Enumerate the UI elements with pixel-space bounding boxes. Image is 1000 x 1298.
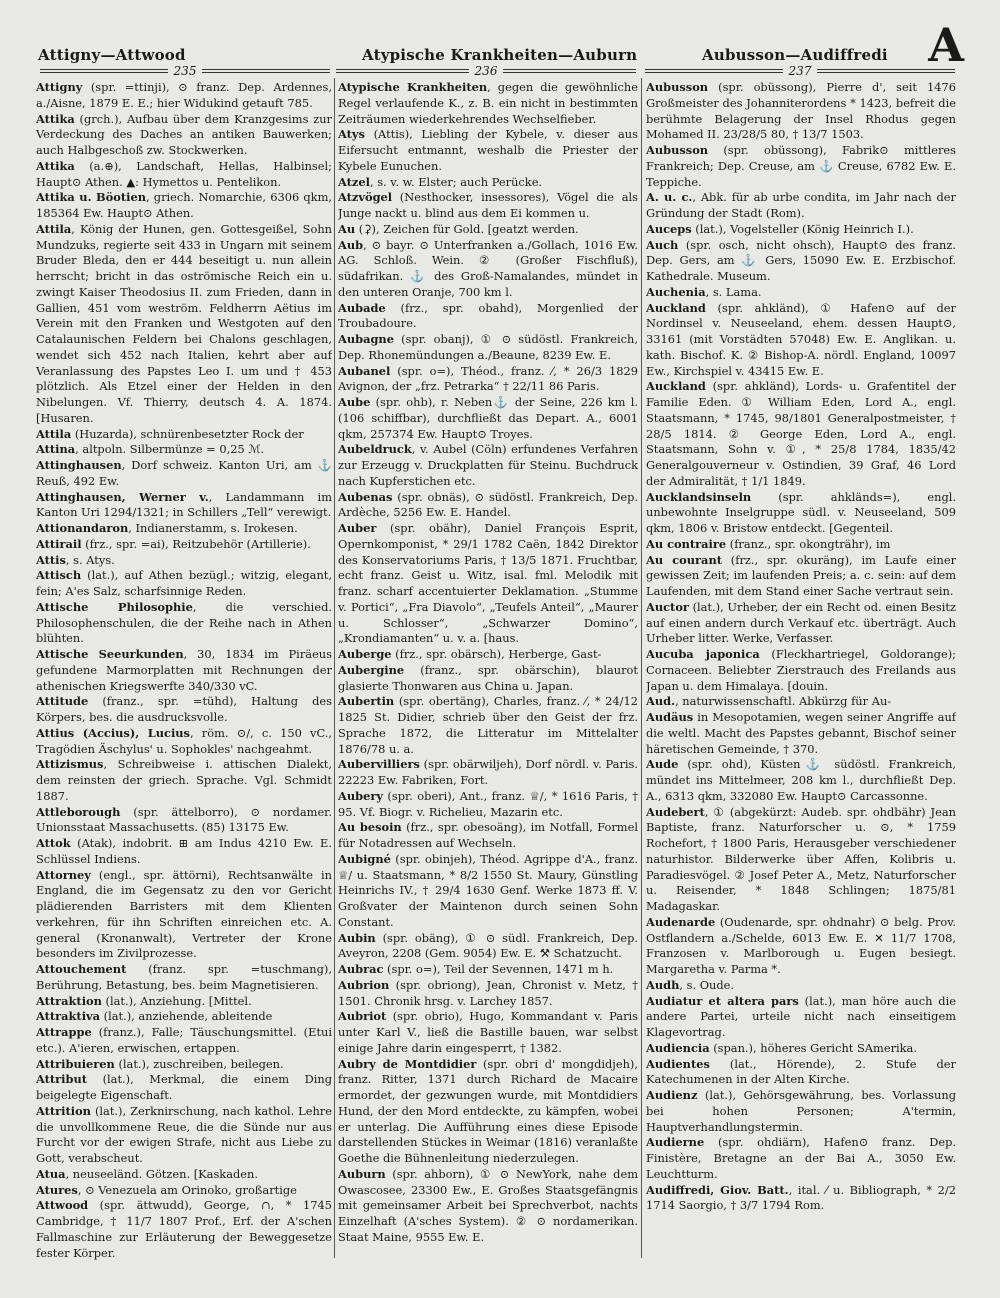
- entry-headword: Atua: [36, 1166, 66, 1181]
- entry-headword: Audiatur et altera pars: [646, 993, 799, 1008]
- page-number: 235: [173, 64, 197, 78]
- dictionary-entry: [646, 994, 956, 1041]
- dictionary-entry: [36, 1198, 332, 1260]
- entry-definition: (Atak), indobrit. ⊞ am Indus 4210 Ew. E. Schlüssel Indiens.: [36, 836, 332, 866]
- entry-headword: Atzel: [338, 174, 370, 189]
- dictionary-entry: [338, 190, 638, 222]
- entry-definition: (spr. obinjeh), Théod. Agrippe d'A., franz. ♕/ u. Staatsmann, * 8/2 1550 St. Maury, Günstling Heinrichs IV., † 29/4 1630 Genf. Werke 1873 ff. V. Großvater der Maintenon durch seinen Sohn Constant.: [338, 851, 638, 929]
- entry-headword: Au: [338, 221, 356, 236]
- entry-definition: , König der Hunen, gen. Gottesgeißel, Sohn Mundzuks, regierte seit 433 in Ungarn mit seinem Bruder Bleda, den er 444 beseitigt u. nun allein herrscht; bricht in das oströmische Reich ein u. zwingt Kaiser Theodosius II. zum Frieden, dann in Gallien, 451 vom weström. Feldherrn Aëtius im Verein mit den Franken und Westgoten auf den Catalaunischen Feldern bei Chalons geschlagen, wendet sich 452 nach Italien, kehrt aber auf Veranlassung des Papstes Leo I. um und † 453 plötzlich. Als Etzel einer der Helden in den Nibelungen. Vf. Thierry, deutsch 4. A. 1874. [Husaren.: [36, 221, 332, 425]
- entry-headword: Atys: [338, 127, 365, 142]
- entry-headword: Auckland: [646, 300, 706, 315]
- entry-definition: , Indianerstamm, s. Irokesen.: [128, 521, 298, 535]
- dictionary-entry: [36, 1072, 332, 1104]
- entry-headword: Audebert: [646, 804, 705, 819]
- entry-definition: (lat.), anziehende, ableitende: [100, 1009, 273, 1024]
- entry-headword: Attinghausen: [36, 458, 122, 472]
- dictionary-entry: [646, 301, 956, 380]
- entry-headword: Audienz: [646, 1088, 698, 1102]
- entry-definition: , s. v. w. Elster; auch Perücke.: [369, 174, 543, 189]
- dictionary-entry: [338, 1009, 638, 1056]
- dictionary-entry: [338, 1057, 638, 1167]
- entry-headword: Aubusson: [646, 143, 709, 157]
- entry-definition: (lat.), Anziehung. [Mittel.: [101, 993, 252, 1008]
- entry-definition: , 30, 1834 im Piräeus gefundene Marmorplatten mit Rechnungen der athenischen Kriegswerfte 340/330 vC.: [36, 647, 332, 693]
- entry-headword: Attisch: [36, 568, 82, 583]
- dictionary-entry: [646, 222, 956, 238]
- entry-headword: Aubanel: [338, 363, 391, 378]
- dictionary-entry: [338, 757, 638, 789]
- entry-headword: Audientes: [646, 1056, 710, 1071]
- entry-headword: Attouchement: [36, 962, 127, 976]
- entry-headword: Au besoin: [338, 820, 402, 835]
- entry-headword: Auber: [338, 521, 377, 535]
- column-divider: [641, 78, 642, 1258]
- entry-definition: , ital. ⁄ u. Bibliograph, * 2/2 1714 Saorgio, † 3/7 1794 Rom.: [646, 1182, 956, 1213]
- dictionary-entry: [646, 647, 956, 694]
- dictionary-entry: [36, 600, 332, 647]
- dictionary-entry: [338, 931, 638, 963]
- entry-headword: Attigny: [36, 80, 83, 94]
- dictionary-entry: [338, 222, 638, 238]
- dictionary-entry: [646, 238, 956, 285]
- dictionary-entry: [646, 915, 956, 978]
- entry-headword: Audierne: [646, 1135, 705, 1150]
- entry-definition: , gegen die gewöhnliche Regel verlaufende K., z. B. ein nicht in bestimmten Zeiträumen wiederkehrendes Wechselfieber.: [338, 80, 638, 126]
- dictionary-entry: [646, 1183, 956, 1215]
- dictionary-entry: [338, 694, 638, 757]
- dictionary-entry: [338, 175, 638, 191]
- dictionary-entry: [338, 364, 638, 396]
- entry-definition: (spr. obähr), Daniel François Esprit, Opernkomponist, * 29/1 1782 Caën, 1842 Direktor des Konservatoriums Paris, † 13/5 1871. Fruchtbar, echt franz. Geist u. Witz, isal. fml. Melodik mit franz. scharf accentuierter Deklamation. „Stumme v. Portici“, „Fra Diavolo“, „Teufels Anteil“, „Maurer u. Schlosser“, „Schwarzer Domino“, „Krondiamanten“ u. v. a. [haus.: [338, 521, 638, 646]
- entry-headword: Auckland: [646, 379, 706, 394]
- dictionary-entry: [338, 789, 638, 821]
- entry-headword: Attika: [36, 111, 75, 126]
- entry-headword: Attila: [36, 426, 72, 441]
- dictionary-entry: [338, 521, 638, 647]
- entry-definition: (spr. oberi), Ant., franz. ♕/, * 1616 Paris, † 95. Vf. Biogr. v. Richelieu, Mazarin etc.: [338, 788, 638, 819]
- entry-definition: (spr. obri d' mongdidjeh), franz. Ritter, 1371 durch Richard de Macaire ermordet, der gezwungen wurde, mit Montdidiers Hund, der den Mord entdeckte, zu kämpfen, wobei er unterlag. Die Aufführung eines diese Episode darstellenden Stückes in Weimar (1816) veranlaßte Goethe die Bühnenleitung niederzulegen.: [338, 1056, 638, 1165]
- entry-headword: Attribut: [36, 1072, 87, 1087]
- column-divider: [334, 78, 335, 1258]
- entry-headword: Aubertin: [338, 694, 395, 709]
- entry-definition: , s. Lama.: [705, 284, 762, 299]
- entry-headword: Attika: [36, 158, 75, 173]
- entry-definition: (spr. ohb), r. Neben⚓ der Seine, 226 km l. (106 schiffbar), durchfließt das Depart. A., 6001 qkm, 257374 Ew. Haupt⊙ Troyes.: [338, 395, 638, 441]
- entry-headword: Aubriot: [338, 1009, 387, 1024]
- dictionary-entry: [36, 553, 332, 569]
- entry-definition: (spr. obärwiljeh), Dorf nördl. v. Paris. 22223 Ew. Fabriken, Fort.: [338, 757, 638, 787]
- entry-definition: (franz.), Falle; Täuschungsmittel. (Etui etc.). A'ieren, erwischen, ertappen.: [36, 1025, 332, 1055]
- dictionary-entry: [646, 1135, 956, 1182]
- entry-definition: , neuseeländ. Götzen. [Kaskaden.: [65, 1166, 258, 1181]
- entry-headword: Aubrac: [338, 962, 384, 976]
- dictionary-entry: [36, 694, 332, 726]
- entry-headword: Attraktion: [36, 993, 102, 1008]
- entry-headword: Attrition: [36, 1103, 91, 1118]
- entry-headword: Aubusson: [646, 80, 709, 94]
- entry-headword: Atypische Krankheiten: [338, 80, 488, 94]
- entry-headword: Aud.: [646, 694, 676, 709]
- entry-headword: Attina: [36, 442, 76, 457]
- dictionary-entry: [36, 962, 332, 994]
- entry-headword: Aube: [338, 395, 371, 409]
- entry-definition: (spr. o=), Teil der Sevennen, 1471 m h.: [383, 962, 614, 976]
- dictionary-entry: [646, 537, 956, 553]
- header-right-title: Aubusson—Audiffredi: [702, 46, 888, 64]
- dictionary-entry: [36, 427, 332, 443]
- entry-headword: Aubeldruck: [338, 442, 412, 457]
- dictionary-entry: [646, 805, 956, 915]
- entry-headword: Aubin: [338, 930, 376, 945]
- entry-headword: Auchenia: [646, 284, 706, 299]
- dictionary-entry: [646, 553, 956, 600]
- entry-definition: (a.⊕), Landschaft, Hellas, Halbinsel; Haupt⊙ Athen. ▲: Hymettos u. Pentelikon.: [36, 158, 332, 189]
- entry-headword: Attrappe: [36, 1025, 92, 1039]
- dictionary-entry: [338, 80, 638, 127]
- entry-definition: , Abk. für ab urbe condita, im Jahr nach der Gründung der Stadt (Rom).: [646, 190, 956, 220]
- dictionary-entry: [646, 285, 956, 301]
- entry-definition: , s. Oude.: [679, 977, 735, 992]
- dictionary-entry: [646, 757, 956, 804]
- entry-headword: Atzvögel: [338, 190, 393, 205]
- entry-definition: (Nesthocker, insessores), Vögel die als Junge nackt u. blind aus dem Ei kommen u.: [338, 190, 638, 220]
- entry-definition: , die verschied. Philosophenschulen, die der Reihe nach in Athen blühten.: [36, 599, 332, 646]
- entry-definition: (spr. ahkländ), Lords- u. Grafentitel der Familie Eden. ① William Eden, Lord A., engl. Staatsmann, * 1745, 98/1801 Generalpostmeister, † 28/5 1814. ② George Eden, Lord A., engl. Staatsmann, Sohn v. ①, * 25/8 1784, 1835/42 Generalgouverneur v. Ostindien, 39 Graf, 46 Lord der Admiralität, † 1/1 1849.: [646, 379, 956, 488]
- entry-headword: Attleborough: [36, 804, 121, 819]
- entry-headword: Attika u. Böotien: [36, 190, 146, 205]
- entry-definition: (span.), höheres Gericht SAmerika.: [709, 1040, 917, 1055]
- entry-definition: (frz., spr. obahd), Morgenlied der Troubadoure.: [338, 300, 638, 331]
- dictionary-entry: [338, 820, 638, 852]
- dictionary-entry: [36, 159, 332, 191]
- dictionary-entry: [36, 868, 332, 963]
- entry-definition: , röm. ⊙/, c. 150 vC., Tragödien Äschylus' u. Sophokles' nachgeahmt.: [36, 725, 332, 756]
- dictionary-entry: [646, 978, 956, 994]
- dictionary-entry: [646, 143, 956, 190]
- entry-headword: Aubergine: [338, 662, 405, 677]
- dictionary-entry: [338, 663, 638, 695]
- entry-definition: (spr. obüssong), Pierre d', seit 1476 Großmeister des Johanniterordens * 1423, befreit die berühmte Belagerung der Insel Rhodus gegen Mohamed II. 23/28/5 80, † 13/7 1503.: [646, 80, 956, 142]
- dictionary-entry: [36, 80, 332, 112]
- entry-headword: Aub: [338, 237, 364, 252]
- entry-headword: Aude: [646, 757, 679, 772]
- dictionary-entry: [36, 836, 332, 868]
- entry-headword: Attribuieren: [36, 1056, 115, 1071]
- dictionary-entry: [338, 962, 638, 978]
- entry-definition: , s. Atys.: [65, 552, 115, 567]
- dictionary-entry: [36, 757, 332, 804]
- dictionary-entry: [36, 1183, 332, 1199]
- entry-definition: (frz., spr. okuräng), im Laufe einer gewissen Zeit; im laufenden Preis; a. c. sein: auf dem Laufenden, mit dem Stand einer Sache vertraut sein.: [646, 552, 956, 598]
- dictionary-entry: [646, 710, 956, 757]
- dictionary-entry: [36, 568, 332, 600]
- dictionary-entry: [36, 647, 332, 694]
- entry-definition: (frz., spr. obesoäng), im Notfall, Formel für Notadressen auf Wechseln.: [338, 820, 638, 850]
- entry-definition: (lat.), zuschreiben, beilegen.: [114, 1056, 284, 1071]
- dictionary-entry: [36, 490, 332, 522]
- entry-definition: (spr. ohdiärn), Hafen⊙ franz. Dep. Finistère, Bretagne an der Bai A., 3050 Ew. Leuchtturm.: [646, 1135, 956, 1181]
- entry-definition: , Landammann im Kanton Uri 1294/1321; in Schillers „Tell“ verewigt.: [36, 489, 332, 520]
- dictionary-entry: [36, 1104, 332, 1167]
- entry-headword: Aubagne: [338, 332, 394, 346]
- dictionary-entry: [36, 726, 332, 758]
- entry-headword: Aubry de Montdidier: [338, 1056, 477, 1071]
- entry-definition: , ① (abgekürzt: Audeb. spr. ohdbähr) Jean Baptiste, franz. Naturforscher u. ⊙, * 1759 Rochefort, † 1800 Paris, Herausgeber verschiedener naturhistor. Bilderwerke über Affen, Kolibris u. Paradiesvögel. ② Josef Peter A., Metz, Naturforscher u. Reisender, * 1848 Schlingen; 1875/81 Madagaskar.: [646, 804, 956, 913]
- entry-definition: (spr. o=), Théod., franz. ⁄, * 26/3 1829 Avignon, der „frz. Petrarka“ † 22/11 86 Paris.: [338, 363, 638, 394]
- entry-headword: Au contraire: [646, 536, 727, 551]
- entry-definition: (spr. obriong), Jean, Chronist v. Metz, † 1501. Chronik hrsg. v. Larchey 1857.: [338, 977, 638, 1008]
- entry-definition: (franz., spr. =tühd), Haltung des Körpers, bes. die ausdrucksvolle.: [36, 694, 332, 724]
- dictionary-entry: [338, 301, 638, 333]
- entry-definition: (engl., spr. ättörni), Rechtsanwälte in England, die im Gegensatz zu den vor Gericht plädierenden Barristers mit dem Klienten verkehren, für ihn Schriften einreichen etc. A. general (Kronanwalt), Vertreter der Krone besonders im Zivilprozesse.: [36, 867, 332, 961]
- entry-headword: Attitude: [36, 694, 89, 709]
- entry-headword: Aubrion: [338, 977, 390, 992]
- entry-definition: , naturwissenschaftl. Abkürzg für Au-: [675, 694, 892, 709]
- dictionary-entry: [36, 805, 332, 837]
- dictionary-entry: [36, 222, 332, 427]
- entry-definition: (spr. obertäng), Charles, franz. ⁄, * 24/12 1825 St. Didier, schrieb über den Geist der frz. Sprache 1872, die Litteratur im Mittelalter 1876/78 u. a.: [338, 694, 638, 756]
- entry-headword: Aubery: [338, 788, 383, 803]
- dictionary-entry: [646, 190, 956, 222]
- page-number: 237: [788, 64, 812, 78]
- entry-headword: Attraktiva: [36, 1009, 101, 1024]
- header-center-title: Atypische Krankheiten—Auburn: [362, 46, 638, 64]
- section-letter: A: [928, 18, 964, 72]
- entry-headword: Aucuba japonica: [646, 647, 760, 661]
- entry-definition: (⚳), Zeichen für Gold. [geatzt werden.: [355, 221, 579, 236]
- entry-definition: (frz., spr. obärsch), Herberge, Gast-: [391, 647, 602, 661]
- entry-definition: (Huzarda), schnürenbesetzter Rock der: [71, 426, 304, 441]
- dictionary-entry: [646, 1088, 956, 1135]
- dictionary-entry: [338, 490, 638, 522]
- entry-headword: Attok: [36, 836, 71, 850]
- text-column-2: [338, 80, 638, 1260]
- entry-definition: , ⊙ bayr. ⊙ Unterfranken a./Gollach, 1016 Ew. AG. Schloß. Wein. ② (Großer Fischfluß), südafrikan. ⚓ des Groß-Namalandes, mündet in den unteren Oranje, 700 km l.: [338, 237, 638, 299]
- dictionary-entry: [36, 537, 332, 553]
- dictionary-entry: [646, 379, 956, 489]
- entry-definition: (lat.), Vogelsteller (König Heinrich I.).: [691, 221, 914, 236]
- entry-headword: Aubade: [338, 300, 386, 315]
- dictionary-entry: [646, 600, 956, 647]
- dictionary-entry: [338, 395, 638, 442]
- entry-definition: (spr. ättwudd), George, ∩, * 1745 Cambridge, † 11/7 1807 Prof., Erf. der A'schen Fallmaschine zur Erläuterung der Beweggesetze fester Körper.: [36, 1198, 332, 1260]
- entry-definition: , Schreibweise i. attischen Dialekt, dem reinsten der griech. Sprache. Vgl. Schmidt 1887.: [36, 757, 332, 803]
- dictionary-entry: [36, 1167, 332, 1183]
- dictionary-entry: [338, 1167, 638, 1246]
- entry-definition: (Fleckhartriegel, Goldorange); Cornaceen. Beliebter Zierstrauch des Freilands aus Japan u. dem Himalaya. [douin.: [646, 647, 956, 693]
- entry-headword: A. u. c.: [646, 190, 693, 205]
- entry-headword: Auberge: [338, 647, 392, 661]
- dictionary-entry: [36, 442, 332, 458]
- entry-definition: (lat.), man höre auch die andere Partei, urteile nicht nach einseitigem Klagevortrag.: [646, 993, 956, 1039]
- entry-headword: Attirail: [36, 536, 82, 551]
- entry-headword: Attis: [36, 552, 66, 567]
- dictionary-entry: [338, 238, 638, 301]
- dictionary-entry: [36, 1025, 332, 1057]
- dictionary-entry: [338, 852, 638, 931]
- entry-definition: (franz., spr. okongträhr), im: [726, 536, 891, 551]
- dictionary-entry: [646, 694, 956, 710]
- entry-definition: , ⊙ Venezuela am Orinoko, großartige: [77, 1182, 297, 1197]
- entry-headword: Attische Philosophie: [36, 599, 193, 614]
- dictionary-entry: [646, 80, 956, 143]
- entry-definition: , Dorf schweiz. Kanton Uri, am ⚓ Reuß, 492 Ew.: [36, 458, 332, 488]
- dictionary-entry: [338, 332, 638, 364]
- entry-definition: (spr. ättelborro), ⊙ nordamer. Unionsstaat Massachusetts. (85) 13175 Ew.: [36, 804, 332, 835]
- header-left-title: Attigny—Attwood: [38, 46, 186, 64]
- entry-definition: , altpoln. Silbermünze = 0,25 ℳ.: [75, 442, 265, 457]
- entry-definition: (franz. spr. =tuschmang), Berührung, Betastung, bes. beim Magnetisieren.: [36, 962, 332, 992]
- entry-definition: (frz., spr. =ai), Reitzubehör (Artillerie).: [81, 536, 311, 551]
- entry-definition: (spr. =ttinji), ⊙ franz. Dep. Ardennes, a./Aisne, 1879 E. E.; hier Widukind getauft 785.: [36, 80, 332, 110]
- entry-definition: (spr. ohd), Küsten⚓ südöstl. Frankreich, mündet ins Mittelmeer, 208 km l., durchfließt Dep. A., 6313 qkm, 332080 Ew. Haupt⊙ Carcassonne.: [646, 757, 956, 803]
- entry-headword: Attwood: [36, 1198, 89, 1213]
- entry-definition: , v. Aubel (Cöln) erfundenes Verfahren zur Erzeugg v. Druckplatten für Steinu. Buchdruck nach Kupferstichen etc.: [338, 442, 638, 488]
- text-column-3: [646, 80, 956, 1260]
- dictionary-entry: [646, 490, 956, 537]
- entry-definition: (Oudenarde, spr. ohdnahr) ⊙ belg. Prov. Ostflandern a./Schelde, 6013 Ew. E. ✕ 11/7 1708, Franzosen v. Marlborough u. Eugen besiegt. Margaretha v. Parma *.: [646, 914, 956, 976]
- page-number-rule-1: [40, 64, 330, 78]
- entry-headword: Audenarde: [646, 914, 716, 929]
- entry-headword: Audäus: [646, 710, 694, 724]
- entry-definition: (spr. obüssong), Fabrik⊙ mittleres Frankreich; Dep. Creuse, am ⚓ Creuse, 6782 Ew. E. Teppiche.: [646, 143, 956, 189]
- dictionary-entry: [36, 994, 332, 1010]
- entry-definition: (franz., spr. obärschin), blaurot glasierte Thonwaren aus China u. Japan.: [338, 662, 638, 693]
- text-column-1: [36, 80, 332, 1260]
- dictionary-entry: [36, 190, 332, 222]
- page-number-rule-3: [645, 64, 955, 78]
- dictionary-entry: [338, 127, 638, 174]
- entry-headword: Attizismus: [36, 757, 104, 772]
- dictionary-entry: [36, 112, 332, 159]
- entry-definition: , griech. Nomarchie, 6306 qkm, 185364 Ew. Haupt⊙ Athen.: [36, 190, 332, 220]
- entry-headword: Attila: [36, 221, 72, 236]
- entry-definition: (spr. obrio), Hugo, Kommandant v. Paris unter Karl V., ließ die Bastille bauen, war selbst einige Jahre darin eingesperrt, † 1382.: [338, 1009, 638, 1055]
- entry-headword: Aucklandsinseln: [646, 489, 752, 504]
- dictionary-entry: [36, 1057, 332, 1073]
- entry-definition: (lat.), auf Athen bezügl.; witzig, elegant, fein; A'es Salz, scharfsinnige Reden.: [36, 568, 332, 598]
- entry-headword: Au courant: [646, 552, 722, 567]
- entry-definition: (spr. obnäs), ⊙ südöstl. Frankreich, Dep. Ardèche, 5256 Ew. E. Handel.: [338, 489, 638, 520]
- entry-headword: Auceps: [646, 221, 692, 236]
- entry-definition: (spr. ahkländ), ① Hafen⊙ auf der Nordinsel v. Neuseeland, ehem. dessen Haupt⊙, 33161 (mit Vorstädten 57048) Ew. E. Anglikan. u. kath. Bischof. K. ② Bishop-A. nördl. England, 10097 Ew., Kirchspiel v. 43415 Ew. E.: [646, 300, 956, 378]
- dictionary-entry: [36, 521, 332, 537]
- entry-headword: Atures: [36, 1182, 78, 1197]
- entry-headword: Audiencia: [646, 1040, 710, 1055]
- entry-headword: Attorney: [36, 867, 91, 882]
- dictionary-entry: [338, 978, 638, 1010]
- entry-headword: Attische Seeurkunden: [36, 647, 184, 661]
- entry-headword: Audh: [646, 977, 680, 992]
- entry-definition: (spr. obäng), ① ⊙ südl. Frankreich, Dep. Aveyron, 2208 (Gem. 9054) Ew. E. ⚒ Schatzucht.: [338, 930, 638, 961]
- entry-definition: (lat.), Urheber, der ein Recht od. einen Besitz auf einen andern durch Verkauf etc. überträgt. Auch Urheber litter. Werke, Verfasser.: [646, 599, 956, 646]
- entry-headword: Auch: [646, 237, 679, 252]
- entry-definition: (spr. obanj), ① ⊙ südöstl. Frankreich, Dep. Rhonemündungen a./Beaune, 8239 Ew. E.: [338, 332, 638, 362]
- dictionary-entry: [646, 1057, 956, 1089]
- entry-definition: (spr. ahkländs=), engl. unbewohnte Inselgruppe südl. v. Neuseeland, 509 qkm, 1806 v. Bristow entdeckt. [Gegenteil.: [646, 489, 956, 535]
- entry-headword: Aubigné: [338, 851, 391, 866]
- entry-headword: Attinghausen, Werner v.: [36, 489, 209, 504]
- entry-headword: Audiffredi, Giov. Batt.: [646, 1182, 789, 1197]
- entry-definition: (Attis), Liebling der Kybele, v. dieser aus Eifersucht entmannt, weshalb die Priester der Kybele Eunuchen.: [338, 127, 638, 173]
- entry-definition: (spr. ahborn), ① ⊙ NewYork, nahe dem Owascosee, 23300 Ew., E. Großes Staatsgefängnis mit gemeinsamer Arbeit bei Sprechverbot, nachts Einzelhaft (A'sches System). ② ⊙ nordamerikan. Staat Maine, 9555 Ew. E.: [338, 1166, 638, 1244]
- dictionary-entry: [338, 647, 638, 663]
- entry-definition: (lat.), Zerknirschung, nach kathol. Lehre die unvollkommene Reue, die die Sünde nur aus Furcht vor der ewigen Strafe, nicht aus Liebe zu Gott, verabscheut.: [36, 1103, 332, 1165]
- dictionary-entry: [338, 442, 638, 489]
- entry-headword: Attius (Accius), Lucius: [36, 725, 190, 740]
- entry-definition: (lat.), Merkmal, die einem Ding beigelegte Eigenschaft.: [36, 1072, 332, 1102]
- page-number-rule-2: [336, 64, 636, 78]
- dictionary-entry: [646, 1041, 956, 1057]
- entry-headword: Auctor: [646, 599, 689, 614]
- entry-definition: (lat.), Gehörsgewährung, bes. Vorlassung bei hohen Personen; A'termin, Hauptverhandlungstermin.: [646, 1088, 956, 1134]
- entry-headword: Aubenas: [338, 489, 393, 504]
- dictionary-entry: [36, 1009, 332, 1025]
- entry-headword: Aubervilliers: [338, 757, 420, 772]
- entry-definition: (lat., Hörende), 2. Stufe der Katechumenen in der Alten Kirche.: [646, 1056, 956, 1087]
- dictionary-entry: [36, 458, 332, 490]
- entry-headword: Attionandaron: [36, 521, 129, 535]
- entry-definition: in Mesopotamien, wegen seiner Angriffe auf die weltl. Macht des Papstes gebannt, Bischof seiner häretischen Gemeinde, † 370.: [646, 710, 956, 756]
- entry-definition: (grch.), Aufbau über dem Kranzgesims zur Verdeckung des Daches an antiken Bauwerken; auch Halbgeschoß zw. Stockwerken.: [36, 111, 332, 157]
- page-number: 236: [474, 64, 498, 78]
- entry-definition: (spr. osch, nicht ohsch), Haupt⊙ des franz. Dep. Gers, am ⚓ Gers, 15090 Ew. E. Erzbischof. Kathedrale. Museum.: [646, 237, 956, 283]
- entry-headword: Auburn: [338, 1166, 386, 1181]
